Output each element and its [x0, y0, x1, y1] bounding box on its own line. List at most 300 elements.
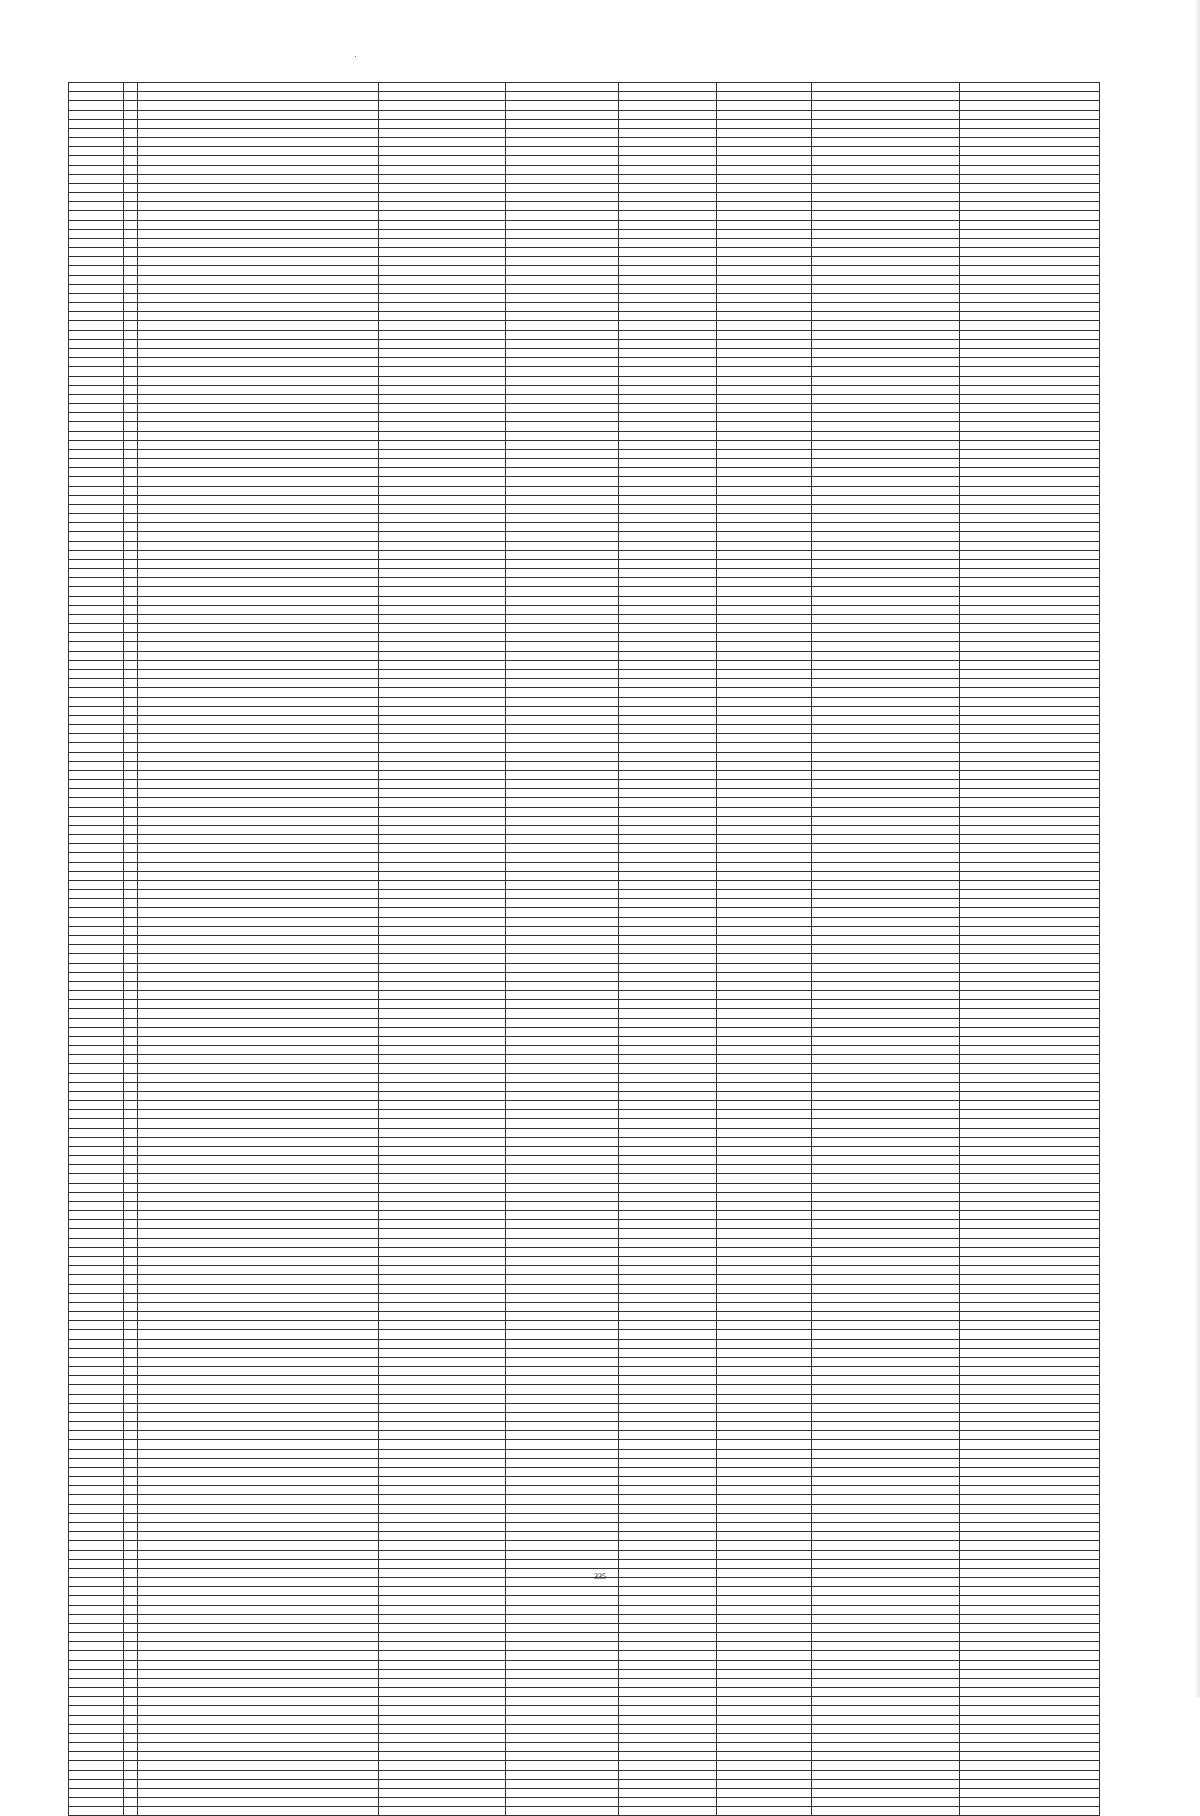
cell-p6 — [960, 303, 1100, 312]
cell-address — [138, 1706, 379, 1715]
cell-num — [124, 1348, 138, 1357]
table-row — [69, 275, 1100, 284]
cell-p6 — [960, 1000, 1100, 1009]
cell-id — [69, 1724, 124, 1733]
cell-p5 — [812, 275, 960, 284]
cell-p6 — [960, 1678, 1100, 1687]
cell-p2 — [506, 459, 619, 468]
cell-num — [124, 1614, 138, 1623]
table-row — [69, 248, 1100, 257]
cell-id — [69, 816, 124, 825]
cell-p3 — [619, 1321, 717, 1330]
cell-p6 — [960, 459, 1100, 468]
cell-id — [69, 1156, 124, 1165]
cell-p5 — [812, 1073, 960, 1082]
cell-p5 — [812, 385, 960, 394]
cell-p4 — [717, 1367, 812, 1376]
cell-p1 — [379, 614, 506, 623]
cell-p2 — [506, 312, 619, 321]
cell-p3 — [619, 1110, 717, 1119]
cell-p4 — [717, 1623, 812, 1632]
cell-p3 — [619, 110, 717, 119]
cell-num — [124, 193, 138, 202]
cell-p4 — [717, 257, 812, 266]
table-row — [69, 138, 1100, 147]
cell-p5 — [812, 569, 960, 578]
cell-num — [124, 248, 138, 257]
table-row — [69, 1211, 1100, 1220]
cell-p5 — [812, 1477, 960, 1486]
cell-p2 — [506, 1229, 619, 1238]
cell-p4 — [717, 578, 812, 587]
cell-p1 — [379, 1623, 506, 1632]
cell-p6 — [960, 275, 1100, 284]
cell-id — [69, 725, 124, 734]
cell-p1 — [379, 1633, 506, 1642]
cell-p1 — [379, 266, 506, 275]
cell-p3 — [619, 385, 717, 394]
cell-id — [69, 1146, 124, 1155]
cell-p1 — [379, 596, 506, 605]
cell-p5 — [812, 1257, 960, 1266]
cell-p6 — [960, 238, 1100, 247]
cell-p3 — [619, 1156, 717, 1165]
cell-p3 — [619, 266, 717, 275]
cell-address — [138, 339, 379, 348]
cell-num — [124, 1156, 138, 1165]
cell-p2 — [506, 1660, 619, 1669]
cell-p3 — [619, 1183, 717, 1192]
cell-p3 — [619, 312, 717, 321]
cell-id — [69, 1201, 124, 1210]
cell-p1 — [379, 1091, 506, 1100]
cell-id — [69, 1082, 124, 1091]
table-row — [69, 193, 1100, 202]
cell-num — [124, 1467, 138, 1476]
cell-p1 — [379, 550, 506, 559]
cell-p2 — [506, 1128, 619, 1137]
cell-p1 — [379, 1183, 506, 1192]
cell-p6 — [960, 514, 1100, 523]
cell-p6 — [960, 174, 1100, 183]
cell-id — [69, 532, 124, 541]
cell-address — [138, 1082, 379, 1091]
cell-address — [138, 1284, 379, 1293]
table-row — [69, 1357, 1100, 1366]
cell-p4 — [717, 1532, 812, 1541]
cell-p1 — [379, 1238, 506, 1247]
cell-p2 — [506, 569, 619, 578]
cell-address — [138, 1440, 379, 1449]
cell-p1 — [379, 1807, 506, 1816]
cell-address — [138, 394, 379, 403]
table-row — [69, 1064, 1100, 1073]
cell-p5 — [812, 248, 960, 257]
cell-p5 — [812, 770, 960, 779]
cell-p1 — [379, 220, 506, 229]
cell-p3 — [619, 119, 717, 128]
cell-p1 — [379, 504, 506, 513]
cell-p4 — [717, 1559, 812, 1568]
cell-num — [124, 83, 138, 92]
cell-num — [124, 138, 138, 147]
table-row — [69, 1761, 1100, 1770]
cell-p4 — [717, 569, 812, 578]
cell-id — [69, 202, 124, 211]
cell-p5 — [812, 1458, 960, 1467]
cell-address — [138, 1009, 379, 1018]
table-row — [69, 367, 1100, 376]
cell-p6 — [960, 660, 1100, 669]
cell-address — [138, 321, 379, 330]
cell-p6 — [960, 780, 1100, 789]
cell-p6 — [960, 816, 1100, 825]
cell-address — [138, 1559, 379, 1568]
cell-p3 — [619, 1513, 717, 1522]
cell-p5 — [812, 1743, 960, 1752]
cell-p5 — [812, 1779, 960, 1788]
cell-p4 — [717, 1486, 812, 1495]
cell-num — [124, 1385, 138, 1394]
cell-p6 — [960, 835, 1100, 844]
table-row — [69, 211, 1100, 220]
cell-p4 — [717, 220, 812, 229]
table-row — [69, 486, 1100, 495]
cell-address — [138, 1596, 379, 1605]
cell-p2 — [506, 1715, 619, 1724]
cell-p4 — [717, 688, 812, 697]
cell-address — [138, 1156, 379, 1165]
cell-p2 — [506, 1422, 619, 1431]
cell-p2 — [506, 780, 619, 789]
cell-p2 — [506, 101, 619, 110]
table-row — [69, 972, 1100, 981]
cell-p6 — [960, 339, 1100, 348]
cell-p1 — [379, 495, 506, 504]
cell-p1 — [379, 1733, 506, 1742]
cell-p1 — [379, 1412, 506, 1421]
cell-p3 — [619, 193, 717, 202]
cell-p4 — [717, 725, 812, 734]
cell-id — [69, 1266, 124, 1275]
cell-p3 — [619, 468, 717, 477]
cell-p4 — [717, 394, 812, 403]
cell-id — [69, 789, 124, 798]
table-row — [69, 1798, 1100, 1807]
cell-id — [69, 1513, 124, 1522]
cell-p5 — [812, 1009, 960, 1018]
cell-num — [124, 825, 138, 834]
cell-num — [124, 514, 138, 523]
cell-p5 — [812, 1046, 960, 1055]
cell-p6 — [960, 1027, 1100, 1036]
cell-address — [138, 697, 379, 706]
cell-p5 — [812, 1348, 960, 1357]
table-row — [69, 514, 1100, 523]
cell-p5 — [812, 413, 960, 422]
cell-address — [138, 908, 379, 917]
cell-p4 — [717, 293, 812, 302]
table-row — [69, 761, 1100, 770]
cell-id — [69, 385, 124, 394]
cell-p5 — [812, 1522, 960, 1531]
cell-num — [124, 1623, 138, 1632]
cell-num — [124, 807, 138, 816]
table-body — [69, 83, 1100, 1816]
cell-p1 — [379, 660, 506, 669]
cell-num — [124, 202, 138, 211]
cell-address — [138, 798, 379, 807]
cell-p6 — [960, 1770, 1100, 1779]
cell-id — [69, 1257, 124, 1266]
cell-p6 — [960, 1293, 1100, 1302]
cell-p2 — [506, 330, 619, 339]
cell-p6 — [960, 1788, 1100, 1797]
cell-p4 — [717, 890, 812, 899]
cell-p3 — [619, 890, 717, 899]
cell-p2 — [506, 1036, 619, 1045]
cell-p5 — [812, 229, 960, 238]
cell-p6 — [960, 321, 1100, 330]
cell-address — [138, 1201, 379, 1210]
cell-p6 — [960, 899, 1100, 908]
cell-p1 — [379, 734, 506, 743]
cell-p3 — [619, 1733, 717, 1742]
cell-p2 — [506, 1064, 619, 1073]
cell-p4 — [717, 330, 812, 339]
cell-num — [124, 1238, 138, 1247]
cell-p3 — [619, 1238, 717, 1247]
cell-p6 — [960, 1559, 1100, 1568]
cell-p5 — [812, 1550, 960, 1559]
cell-p3 — [619, 504, 717, 513]
cell-p3 — [619, 394, 717, 403]
cell-num — [124, 670, 138, 679]
cell-num — [124, 1678, 138, 1687]
cell-p5 — [812, 862, 960, 871]
cell-p6 — [960, 1339, 1100, 1348]
cell-p2 — [506, 1724, 619, 1733]
cell-id — [69, 1633, 124, 1642]
cell-p6 — [960, 1532, 1100, 1541]
cell-p1 — [379, 1449, 506, 1458]
cell-num — [124, 1009, 138, 1018]
cell-id — [69, 266, 124, 275]
cell-address — [138, 633, 379, 642]
cell-p3 — [619, 1449, 717, 1458]
cell-p4 — [717, 1312, 812, 1321]
cell-id — [69, 339, 124, 348]
cell-p6 — [960, 413, 1100, 422]
cell-p2 — [506, 1137, 619, 1146]
cell-p3 — [619, 1623, 717, 1632]
cell-p3 — [619, 670, 717, 679]
cell-address — [138, 1743, 379, 1752]
table-row — [69, 1458, 1100, 1467]
cell-p6 — [960, 1055, 1100, 1064]
cell-p2 — [506, 1009, 619, 1018]
cell-p5 — [812, 358, 960, 367]
cell-p1 — [379, 303, 506, 312]
cell-p2 — [506, 963, 619, 972]
cell-address — [138, 981, 379, 990]
cell-p5 — [812, 1532, 960, 1541]
cell-p1 — [379, 1688, 506, 1697]
cell-num — [124, 1146, 138, 1155]
cell-num — [124, 165, 138, 174]
cell-p2 — [506, 1440, 619, 1449]
cell-p2 — [506, 935, 619, 944]
table-row — [69, 642, 1100, 651]
cell-p2 — [506, 1183, 619, 1192]
table-row — [69, 1082, 1100, 1091]
cell-p4 — [717, 862, 812, 871]
cell-p5 — [812, 211, 960, 220]
cell-id — [69, 1165, 124, 1174]
cell-p1 — [379, 706, 506, 715]
cell-p4 — [717, 1761, 812, 1770]
cell-p5 — [812, 642, 960, 651]
cell-p1 — [379, 1000, 506, 1009]
cell-id — [69, 1486, 124, 1495]
cell-address — [138, 569, 379, 578]
cell-p4 — [717, 844, 812, 853]
table-row — [69, 1770, 1100, 1779]
cell-p1 — [379, 1330, 506, 1339]
cell-num — [124, 1119, 138, 1128]
cell-p4 — [717, 385, 812, 394]
cell-p6 — [960, 935, 1100, 944]
cell-num — [124, 614, 138, 623]
cell-p1 — [379, 642, 506, 651]
cell-p1 — [379, 92, 506, 101]
cell-id — [69, 1706, 124, 1715]
cell-p2 — [506, 706, 619, 715]
cell-address — [138, 706, 379, 715]
cell-num — [124, 1788, 138, 1797]
cell-p6 — [960, 559, 1100, 568]
cell-p1 — [379, 193, 506, 202]
cell-p1 — [379, 569, 506, 578]
cell-id — [69, 1339, 124, 1348]
cell-p5 — [812, 1798, 960, 1807]
cell-p6 — [960, 1128, 1100, 1137]
cell-p4 — [717, 1302, 812, 1311]
cell-p6 — [960, 1458, 1100, 1467]
cell-p1 — [379, 477, 506, 486]
cell-id — [69, 743, 124, 752]
table-row — [69, 614, 1100, 623]
cell-p6 — [960, 697, 1100, 706]
cell-address — [138, 917, 379, 926]
cell-p5 — [812, 880, 960, 889]
cell-p4 — [717, 1082, 812, 1091]
cell-p1 — [379, 954, 506, 963]
cell-p3 — [619, 147, 717, 156]
cell-p5 — [812, 1211, 960, 1220]
cell-p4 — [717, 614, 812, 623]
cell-address — [138, 1174, 379, 1183]
cell-address — [138, 1137, 379, 1146]
cell-num — [124, 798, 138, 807]
cell-p2 — [506, 1522, 619, 1531]
cell-p4 — [717, 495, 812, 504]
cell-p4 — [717, 1550, 812, 1559]
cell-num — [124, 1715, 138, 1724]
cell-p6 — [960, 1312, 1100, 1321]
cell-p1 — [379, 110, 506, 119]
cell-address — [138, 1403, 379, 1412]
cell-id — [69, 183, 124, 192]
cell-p4 — [717, 303, 812, 312]
table-row — [69, 825, 1100, 834]
cell-p6 — [960, 1275, 1100, 1284]
cell-p3 — [619, 871, 717, 880]
cell-p3 — [619, 1201, 717, 1210]
cell-p3 — [619, 1009, 717, 1018]
table-row — [69, 1266, 1100, 1275]
table-row — [69, 1633, 1100, 1642]
cell-p3 — [619, 202, 717, 211]
cell-p3 — [619, 899, 717, 908]
cell-address — [138, 1027, 379, 1036]
cell-p2 — [506, 385, 619, 394]
cell-p2 — [506, 404, 619, 413]
cell-p2 — [506, 1614, 619, 1623]
table-row — [69, 1046, 1100, 1055]
cell-p2 — [506, 1752, 619, 1761]
table-row — [69, 853, 1100, 862]
cell-address — [138, 1752, 379, 1761]
cell-p4 — [717, 1137, 812, 1146]
cell-p3 — [619, 1192, 717, 1201]
cell-p6 — [960, 1238, 1100, 1247]
table-row — [69, 1706, 1100, 1715]
cell-p3 — [619, 981, 717, 990]
cell-address — [138, 541, 379, 550]
cell-p1 — [379, 1504, 506, 1513]
cell-id — [69, 1422, 124, 1431]
cell-id — [69, 1376, 124, 1385]
cell-p5 — [812, 807, 960, 816]
cell-p1 — [379, 559, 506, 568]
cell-num — [124, 348, 138, 357]
cell-p5 — [812, 1146, 960, 1155]
cell-p2 — [506, 174, 619, 183]
cell-id — [69, 504, 124, 513]
cell-address — [138, 128, 379, 137]
cell-id — [69, 1385, 124, 1394]
cell-p6 — [960, 825, 1100, 834]
cell-p1 — [379, 1165, 506, 1174]
cell-p5 — [812, 1064, 960, 1073]
cell-id — [69, 1119, 124, 1128]
cell-address — [138, 945, 379, 954]
cell-p1 — [379, 1394, 506, 1403]
cell-p5 — [812, 1229, 960, 1238]
cell-id — [69, 670, 124, 679]
cell-p6 — [960, 1486, 1100, 1495]
cell-p1 — [379, 890, 506, 899]
cell-p4 — [717, 1027, 812, 1036]
cell-p3 — [619, 1431, 717, 1440]
cell-p2 — [506, 1394, 619, 1403]
cell-num — [124, 1541, 138, 1550]
cell-p4 — [717, 789, 812, 798]
cell-p3 — [619, 1743, 717, 1752]
cell-p3 — [619, 807, 717, 816]
cell-num — [124, 257, 138, 266]
